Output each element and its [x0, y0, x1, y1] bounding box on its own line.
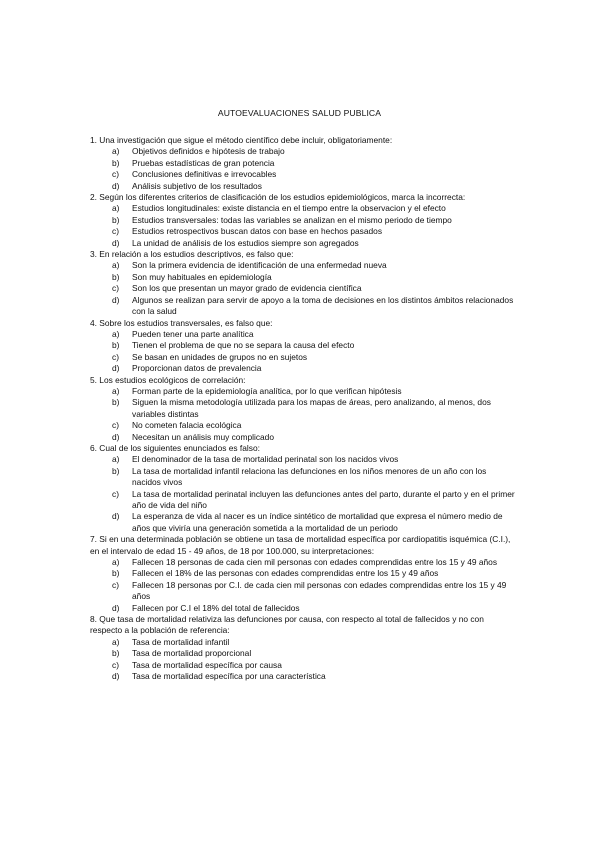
- question-text: 4. Sobre los estudios transversales, es falso que:: [90, 317, 273, 328]
- option-list: [90, 557, 515, 614]
- option-item: [90, 215, 515, 226]
- option-item: [90, 386, 515, 397]
- question-4: [90, 318, 515, 375]
- option-letter: d): [112, 671, 120, 682]
- option-letter: a): [112, 146, 120, 157]
- option-letter: c): [112, 226, 119, 237]
- option-letter: c): [112, 579, 119, 590]
- option-letter: c): [112, 351, 119, 362]
- option-item: [90, 203, 515, 214]
- question-5: [90, 375, 515, 443]
- question-text: 2. Según los diferentes criterios de clasificación de los estudios epidemiológicos, marca la incorrecta:: [90, 192, 466, 203]
- option-list: [90, 454, 515, 534]
- option-text: Fallecen 18 personas por C.I. de cada cien mil personas con edades comprendidas entre los 15 y 49 años: [132, 579, 507, 602]
- option-text: Conclusiones definitivas e irrevocables: [132, 169, 277, 180]
- option-text: Son la primera evidencia de identificación de una enfermedad nueva: [132, 260, 387, 271]
- question-3: [90, 249, 515, 317]
- option-text: Análisis subjetivo de los resultados: [132, 180, 262, 191]
- option-letter: d): [112, 294, 120, 305]
- option-item: [90, 226, 515, 237]
- option-list: [90, 203, 515, 249]
- option-text: Forman parte de la epidemiología analítica, por lo que verifican hipótesis: [132, 385, 402, 396]
- option-item: [90, 158, 515, 169]
- option-letter: a): [112, 454, 120, 465]
- option-letter: c): [112, 420, 119, 431]
- option-item: [90, 466, 515, 489]
- option-text: Tienen el problema de que no se separa la causa del efecto: [132, 340, 355, 351]
- option-letter: b): [112, 465, 120, 476]
- option-letter: c): [112, 283, 119, 294]
- option-item: [90, 397, 515, 420]
- option-item: [90, 181, 515, 192]
- question-text: 1. Una investigación que sigue el método científico debe incluir, obligatoriamente:: [90, 135, 393, 145]
- question-2: [90, 192, 515, 249]
- option-list: [90, 637, 515, 683]
- option-letter: d): [112, 602, 120, 613]
- option-text: La esperanza de vida al nacer es un índice sintético de mortalidad que expresa el número medio de años que viviría una generación sometida a la mortalidad de un periodo: [132, 511, 503, 533]
- question-text: 6. Cual de los siguientes enunciados es falso:: [90, 442, 260, 453]
- option-item: [90, 489, 515, 512]
- option-letter: c): [112, 169, 119, 180]
- option-item: [90, 454, 515, 465]
- option-text: Tasa de mortalidad específica por causa: [132, 659, 282, 670]
- option-text: Se basan en unidades de grupos no en sujetos: [132, 351, 308, 362]
- question-text: 5. Los estudios ecológicos de correlación:: [90, 374, 246, 385]
- option-item: [90, 568, 515, 579]
- option-text: Pueden tener una parte analítica: [132, 328, 254, 339]
- question-7: [90, 534, 515, 614]
- option-list: [90, 329, 515, 375]
- question-text: 3. En relación a los estudios descriptivos, es falso que:: [90, 249, 294, 260]
- option-text: La tasa de mortalidad perinatal incluyen las defunciones antes del parto, durante el parto y en el primer año de vida del niño: [132, 488, 515, 510]
- option-text: La unidad de análisis de los estudios siempre son agregados: [132, 237, 359, 248]
- option-text: Fallecen por C.I el 18% del total de fallecidos: [132, 602, 300, 613]
- option-letter: a): [112, 385, 120, 396]
- question-text: 7. Si en una determinada población se obtiene un tasa de mortalidad específica por cardiopatitis isquémica (C.I.), en el intervalo de edad 15 - 49 años, de 18 por 100.000, su interpretaciones:: [90, 534, 511, 556]
- option-letter: c): [112, 488, 119, 499]
- option-item: [90, 603, 515, 614]
- option-letter: b): [112, 568, 120, 579]
- option-letter: d): [112, 363, 120, 374]
- option-text: Proporcionan datos de prevalencia: [132, 363, 262, 374]
- option-item: [90, 432, 515, 443]
- option-letter: b): [112, 214, 120, 225]
- option-list: [90, 386, 515, 443]
- option-item: [90, 340, 515, 351]
- option-list: [90, 260, 515, 317]
- option-item: [90, 660, 515, 671]
- option-letter: c): [112, 659, 119, 670]
- option-text: Algunos se realizan para servir de apoyo a la toma de decisiones en los distintos ámbitos relacionados con la salud: [132, 294, 514, 317]
- question-1: [90, 135, 515, 192]
- option-letter: d): [112, 180, 120, 191]
- option-text: Tasa de mortalidad infantil: [132, 636, 230, 647]
- option-item: [90, 329, 515, 340]
- option-text: Siguen la misma metodología utilizada para los mapas de áreas, pero analizando, al menos, dos variables distintas: [132, 397, 491, 419]
- option-list: [90, 146, 515, 192]
- option-text: Fallecen el 18% de las personas con edades comprendidas entre los 15 y 49 años: [132, 568, 439, 579]
- option-text: Pruebas estadísticas de gran potencia: [132, 157, 275, 168]
- question-8: [90, 614, 515, 682]
- option-letter: b): [112, 340, 120, 351]
- option-letter: d): [112, 237, 120, 248]
- option-item: [90, 363, 515, 374]
- option-item: [90, 169, 515, 180]
- option-item: [90, 637, 515, 648]
- option-letter: b): [112, 648, 120, 659]
- option-item: [90, 238, 515, 249]
- option-letter: d): [112, 431, 120, 442]
- option-letter: b): [112, 397, 120, 408]
- option-item: [90, 283, 515, 294]
- option-text: Objetivos definidos e hipótesis de trabajo: [132, 146, 285, 157]
- page-title: AUTOEVALUACIONES SALUD PUBLICA: [217, 108, 382, 118]
- option-letter: b): [112, 271, 120, 282]
- option-text: Estudios retrospectivos buscan datos con base en hechos pasados: [132, 226, 383, 237]
- option-text: Tasa de mortalidad específica por una característica: [132, 671, 326, 682]
- option-text: Estudios longitudinales: existe distancia en el tiempo entre la observacion y el efecto: [132, 203, 446, 214]
- option-text: No cometen falacia ecológica: [132, 420, 242, 431]
- option-letter: a): [112, 260, 120, 271]
- option-letter: a): [112, 203, 120, 214]
- option-letter: a): [112, 557, 120, 568]
- option-letter: b): [112, 157, 120, 168]
- option-letter: a): [112, 636, 120, 647]
- option-text: El denominador de la tasa de mortalidad perinatal son los nacidos vivos: [132, 454, 399, 465]
- option-item: [90, 260, 515, 271]
- option-item: [90, 648, 515, 659]
- option-item: [90, 295, 515, 318]
- option-text: Son los que presentan un mayor grado de evidencia científica: [132, 283, 362, 294]
- option-item: [90, 420, 515, 431]
- option-letter: a): [112, 328, 120, 339]
- option-item: [90, 580, 515, 603]
- option-text: Fallecen 18 personas de cada cien mil personas con edades comprendidas entre los 15 y 49 años: [132, 557, 498, 568]
- option-item: [90, 511, 515, 534]
- option-item: [90, 671, 515, 682]
- option-item: [90, 146, 515, 157]
- option-text: La tasa de mortalidad infantil relaciona las defunciones en los niños menores de un año con los nacidos vivos: [132, 465, 487, 488]
- option-text: Tasa de mortalidad proporcional: [132, 648, 252, 659]
- option-text: Necesitan un análisis muy complicado: [132, 431, 274, 442]
- option-text: Estudios transversales: todas las variables se analizan en el mismo periodo de tiempo: [132, 214, 452, 225]
- option-text: Son muy habituales en epidemiología: [132, 271, 272, 282]
- question-6: [90, 443, 515, 534]
- option-item: [90, 557, 515, 568]
- option-letter: d): [112, 511, 120, 522]
- option-item: [90, 352, 515, 363]
- option-item: [90, 272, 515, 283]
- question-list: [90, 135, 515, 683]
- question-text: 8. Que tasa de mortalidad relativiza las defunciones por causa, con respecto al total de fallecidos y no con respecto a la población de referencia:: [90, 614, 484, 636]
